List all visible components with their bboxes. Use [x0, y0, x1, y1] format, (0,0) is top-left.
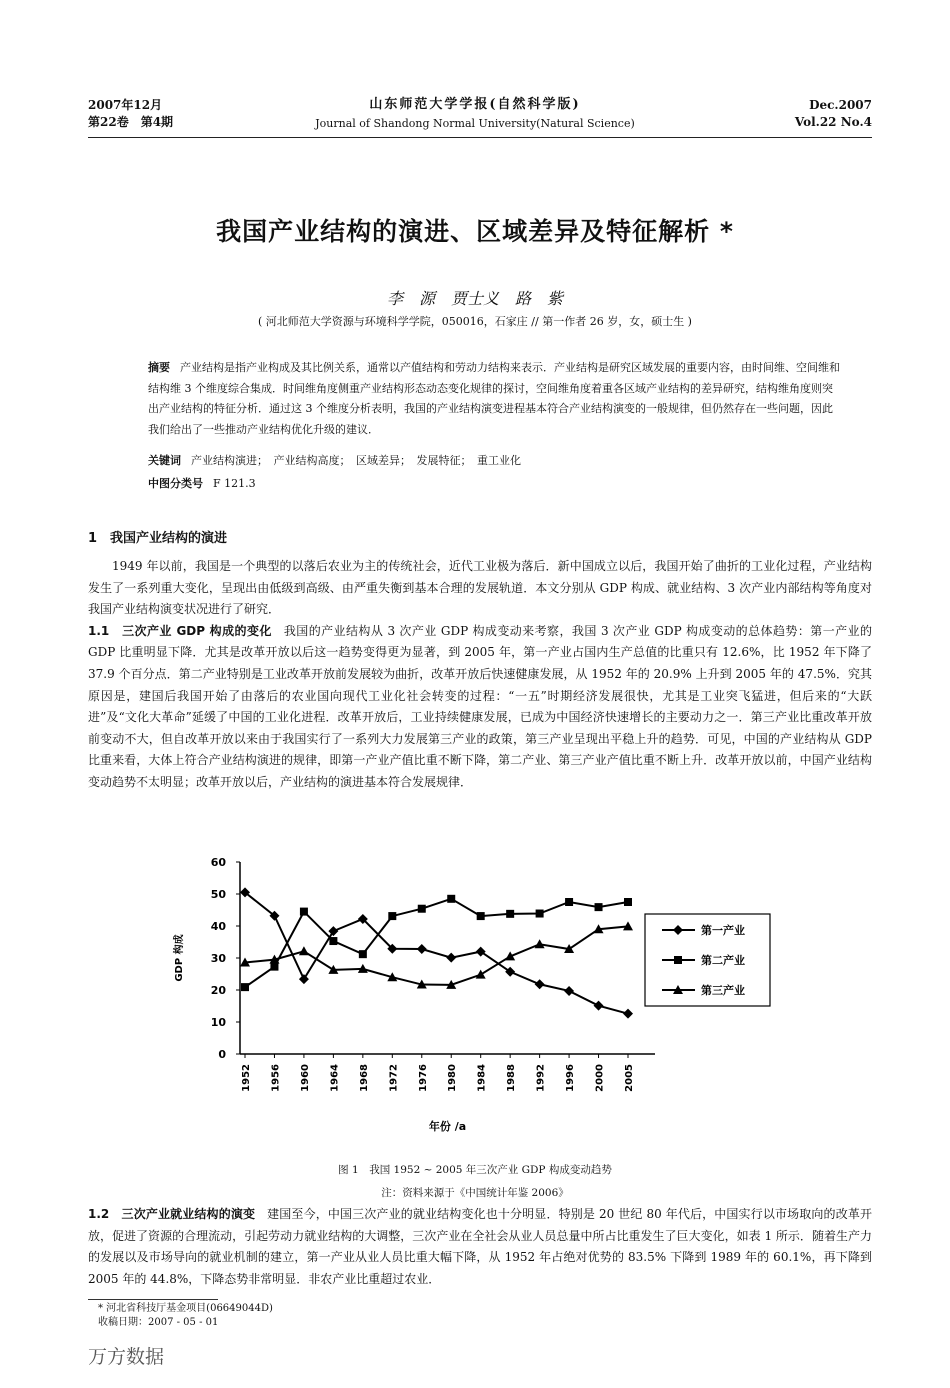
series-triangle: [240, 921, 633, 989]
y-axis-label: GDP 构成: [174, 934, 185, 982]
authors: 李 源 贾士义 路 紫: [386, 289, 563, 308]
diamond-marker: [417, 944, 427, 954]
square-marker: [359, 950, 367, 958]
legend-entry: 第一产业: [701, 924, 745, 937]
x-tick-label: 2000: [594, 1064, 606, 1092]
x-tick-label: 1972: [388, 1064, 400, 1092]
header-volume-cn: 第22卷 第4期: [88, 115, 174, 129]
paragraph: [88, 1204, 872, 1290]
paper-title: 我国产业结构的演进、区域差异及特征解析 *: [216, 217, 734, 246]
paragraph: 1949 年以前，我国是一个典型的以落后农业为主的传统社会，近代工业极为落后．新中国成立以后，我国开始了曲折的工业化过程，产业结构发生了一系列重大变化，呈现出由低级到高级、由严重失衡到基本合理的发展轨道．本文分别从 GDP 构成、就业结构、3 次产业内部结构等角度对我国产业结构演变状况进行了研究．: [88, 559, 872, 617]
header-date-en: Dec.2007: [809, 98, 872, 112]
square-marker: [329, 937, 337, 945]
figure-note: 注：资料来源于《中国统计年鉴 2006》: [381, 1187, 569, 1199]
square-marker: [595, 903, 603, 911]
footnote-fund: * 河北省科技厅基金项目(06649044D): [98, 1303, 273, 1314]
y-tick-label: 50: [210, 888, 226, 901]
diamond-marker: [623, 1009, 633, 1019]
square-marker: [506, 910, 514, 918]
square-marker: [565, 898, 573, 906]
square-marker: [418, 905, 426, 913]
triangle-marker: [299, 946, 309, 955]
x-tick-label: 1988: [506, 1064, 518, 1092]
keywords-label: 关键词: [148, 454, 181, 467]
diamond-marker: [535, 979, 545, 989]
y-tick-label: 20: [210, 984, 226, 997]
footnote-received: 收稿日期：2007 - 05 - 01: [98, 1317, 219, 1328]
figure-caption: 图 1 我国 1952 ~ 2005 年三次产业 GDP 构成变动趋势: [338, 1164, 612, 1176]
subsection-heading: 1.2 三次产业就业结构的演变: [88, 1207, 256, 1221]
square-marker: [536, 910, 544, 918]
section-body-2: [88, 1204, 872, 1290]
x-tick-label: 1992: [535, 1064, 547, 1092]
square-marker: [624, 898, 632, 906]
chart-axes: [172, 856, 655, 1133]
header-rule: [88, 137, 872, 138]
classification: [148, 474, 842, 495]
abstract-label: 摘要: [148, 361, 170, 374]
journal-title-en: Journal of Shandong Normal University(Natural Science): [315, 117, 635, 130]
subsection-text: 我国的产业结构从 3 次产业 GDP 构成变动来考察，我国 3 次产业 GDP 构成变动的总体趋势：第一产业的 GDP 比重明显下降．尤其是改革开放以后这一趋势变得更为显著，到 2005 年，第一产业占国内生产总值的比重只有 12.6%，比 1952 年下降了 37.9 个百分点．第二产业特别是工业改革开放前发展较为曲折，改革开放后快速健康发展，从 1952 年的 20.9% 上升到 2005 年的 47.5%．究其原因是，建国后我国开始了由落后的农业国向现代工业化社会转变的过程：“一五”时期经济发展很快，尤其是工业突飞猛进，但后来的“大跃进”及“文化大革命”延缓了中国的工业化进程．改革开放后，工业持续健康发展，已成为中国经济快速增长的主要动力之一．第三产业比重改革开放前变动不大，但自改革开放以来由于我国实行了一系列大力发展第三产业的政策，第三产业呈现出平稳上升的趋势．可见，中国的产业结构从 GDP 比重来看，大体上符合产业结构演进的规律，即第一产业产值比重不断下降，第二产业、第三产业产值比重不断上升．改革开放以前，中国产业结构变动趋势不太明显；改革开放以后，产业结构的演进基本符合发展规律．: [88, 623, 872, 789]
y-tick-label: 30: [210, 952, 226, 965]
affiliation: ( 河北师范大学资源与环境科学学院，050016，石家庄 // 第一作者 26 岁，女，硕士生 ): [258, 315, 692, 328]
square-marker: [674, 956, 682, 964]
diamond-marker: [446, 953, 456, 963]
x-axis-label: 年份 /a: [428, 1120, 467, 1133]
chart-legend: [645, 914, 770, 1006]
y-tick-label: 40: [210, 920, 226, 933]
gdp-line-chart: [150, 852, 800, 1142]
square-marker: [477, 912, 485, 920]
abstract: [148, 358, 842, 440]
section-heading: 1 我国产业结构的演进: [88, 531, 228, 546]
diamond-marker: [299, 974, 309, 984]
square-marker: [447, 895, 455, 903]
diamond-marker: [564, 986, 574, 996]
journal-title-cn: 山东师范大学学报(自然科学版): [369, 97, 581, 112]
subsection-heading: 1.1 三次产业 GDP 构成的变化: [88, 623, 272, 638]
x-tick-label: 2005: [624, 1064, 635, 1092]
series-square: [241, 895, 632, 991]
x-tick-label: 1960: [299, 1064, 311, 1092]
section-body-1: [88, 556, 872, 794]
x-tick-label: 1968: [358, 1064, 370, 1092]
header-volume-en: Vol.22 No.4: [794, 115, 872, 129]
x-tick-label: 1996: [565, 1064, 577, 1092]
diamond-marker: [594, 1001, 604, 1011]
x-tick-label: 1956: [270, 1064, 282, 1092]
square-marker: [388, 912, 396, 920]
y-tick-label: 10: [210, 1016, 226, 1029]
keywords: [148, 451, 842, 472]
diamond-marker: [328, 926, 338, 936]
x-tick-label: 1980: [447, 1064, 459, 1092]
footnote-rule: [88, 1299, 218, 1300]
legend-entry: 第二产业: [701, 954, 745, 967]
square-marker: [300, 908, 308, 916]
triangle-marker: [535, 939, 545, 948]
x-tick-label: 1984: [476, 1064, 488, 1092]
classification-label: 中图分类号: [148, 477, 203, 490]
square-marker: [241, 983, 249, 991]
x-tick-label: 1952: [241, 1064, 252, 1092]
classification-text: F 121.3: [213, 477, 256, 490]
y-tick-label: 0: [218, 1048, 226, 1061]
abstract-text: 产业结构是指产业构成及其比例关系，通常以产值结构和劳动力结构来表示．产业结构是研究区域发展的重要内容，由时间维、空间维和结构维 3 个维度综合集成．时间维角度侧重产业结构形态动态变化规律的探讨，空间维角度着重各区域产业结构的差异研究，结构维角度则突出产业结构的特征分析．通过这 3 个维度分析表明，我国的产业结构演变进程基本符合产业结构演变的一般规律，但仍然存在一些问题，因此我们给出了一些推动产业结构优化升级的建议．: [148, 361, 840, 436]
subsection-text: 建国至今，中国三次产业的就业结构变化也十分明显．特别是 20 世纪 80 年代后，中国实行以市场取向的改革开放，促进了资源的合理流动，引起劳动力就业结构的大调整，三次产业在全社会从业人员总量中所占比重发生了巨大变化，如表 1 所示．随着生产力的发展以及市场导向的就业机制的建立，第一产业从业人员比重大幅下降，从 1952 年占绝对优势的 83.5% 下降到 1989 年的 60.1%，再下降到 2005 年的 44.8%，下降态势非常明显．非农产业比重超过农业．: [88, 1207, 872, 1286]
x-tick-label: 1976: [417, 1064, 429, 1092]
keywords-text: 产业结构演进； 产业结构高度； 区域差异； 发展特征； 重工业化: [191, 454, 521, 467]
y-tick-label: 60: [210, 856, 226, 869]
triangle-marker: [476, 970, 486, 979]
x-tick-label: 1964: [329, 1064, 341, 1092]
header-date-cn: 2007年12月: [88, 98, 163, 112]
legend-entry: 第三产业: [701, 984, 745, 997]
watermark-text: 万方数据: [88, 1346, 165, 1368]
paragraph: [88, 621, 872, 794]
square-marker: [270, 963, 278, 971]
chart-series: [240, 887, 633, 1018]
